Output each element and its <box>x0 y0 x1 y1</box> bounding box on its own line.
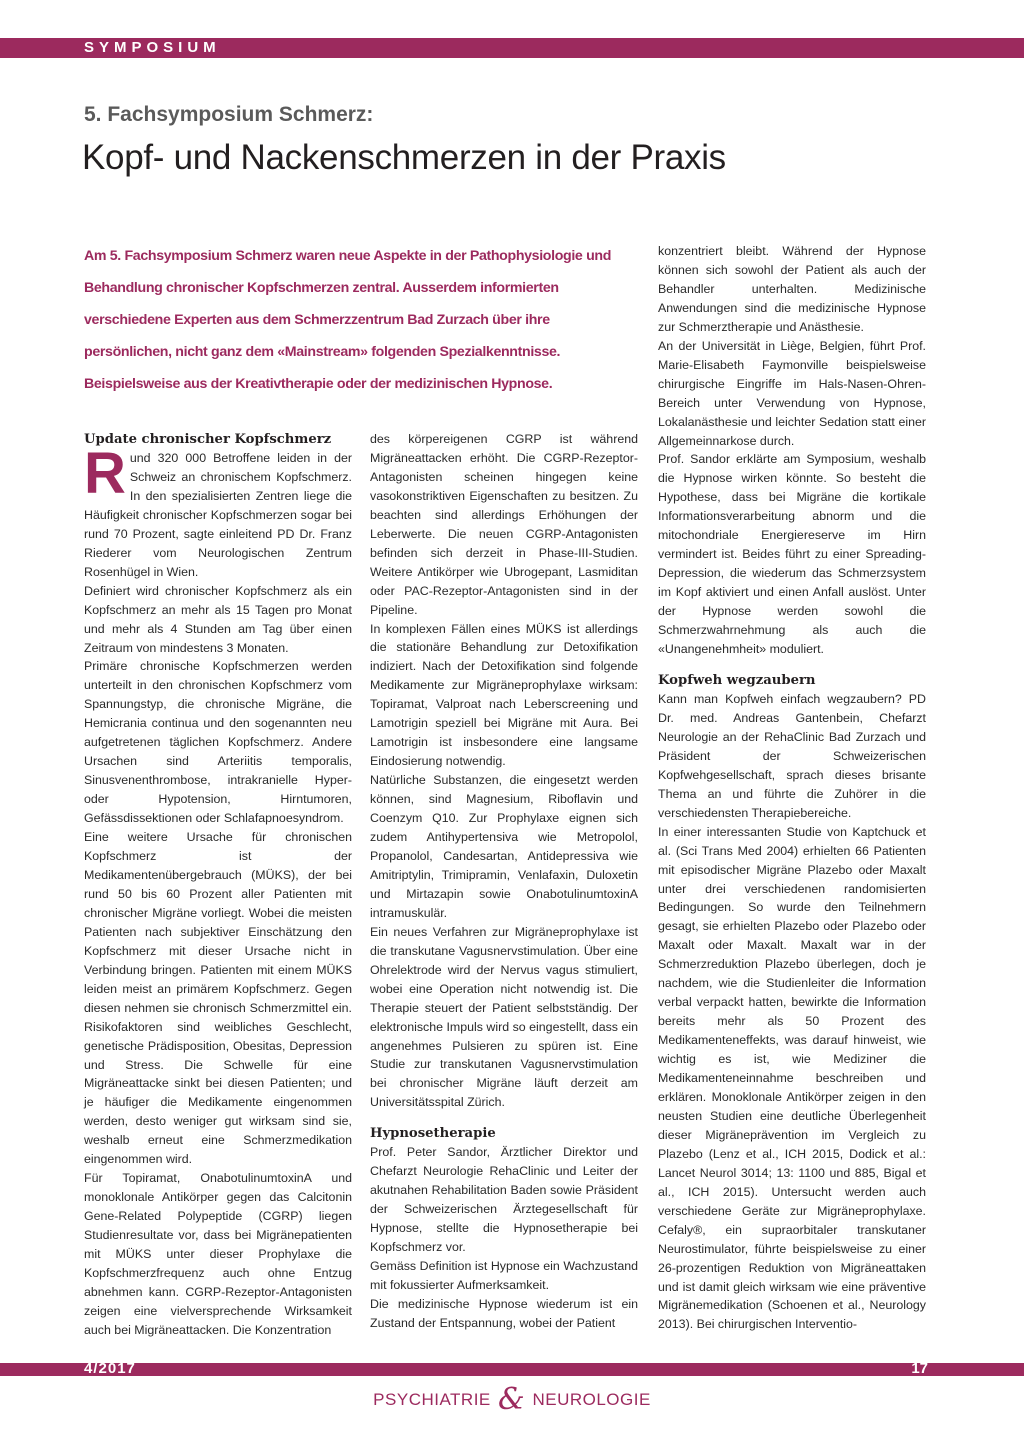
journal-name-left: PSYCHIATRIE <box>373 1390 491 1409</box>
paragraph: Definiert wird chronischer Kopfschmerz als ein Kopfschmerz an mehr als 15 Tagen pro Monat und mehr als 4 Stunden am Tag über einen Zeitraum von mindestens 3 Monaten. <box>84 583 352 655</box>
section-label: SYMPOSIUM <box>84 39 221 56</box>
paragraph: In einer interessanten Studie von Kaptchuck et al. (Sci Trans Med 2004) erhielten 66 Patienten mit episodischer Migräne Plazebo oder Maxalt unter drei verschiedenen randomisierten Bedingungen. So wurde den Teilnehmern gesagt, sie erhielten Plazebo oder Plazebo oder Maxalt oder Maxalt. Maxalt war in der Schmerzreduktion Plazebo überlegen, doch je nachdem, wie die Studienleiter die Information verbal verpackt hatten, bewirkte die Information bereits mehr als 50 Prozent des Medikamenteneffekts, was darauf hinweist, wie wichtig es ist, wie Mediziner die Medikamenteneinnahme beschreiben und erklären. Monoklonale Antikörper zeigen in den neusten Studien eine deutliche Überlegenheit dieser Migräneprävention im Vergleich zu Plazebo (Lenz et al., ICH 2015, Dodick et al.: Lancet Neurol 3014; 13: 1100 und 885, Bigal et al., ICH 2015). Untersucht werden auch verschiedene Geräte zur Migräneprophylaxe. Cefaly®, ein supraorbitaler transkutaner Neurostimulator, führte beispielsweise zu einer 26-prozentigen Reduktion von Migräneattaken und ist damit gleich wirksam wie eine präventive Migränemedikation (Schoenen et al., Neurology 2013). Bei chirurgischen Interventio- <box>658 824 926 1332</box>
issue-number: 4/2017 <box>84 1360 136 1377</box>
section-banner <box>0 38 1024 58</box>
page-number: 17 <box>911 1360 928 1377</box>
journal-name-right: NEUROLOGIE <box>532 1390 651 1409</box>
article-lead: Am 5. Fachsymposium Schmerz waren neue Aspekte in der Pathophysiologie und Behandlung chronischer Kopfschmerzen zentral. Ausserdem informierten verschiedene Experten aus dem Schmerzzentrum Bad Zurzach über ihre persönlichen, nicht ganz dem «Mainstream» folgenden Spezialkenntnisse. Beispielsweise aus der Kreativtherapie oder der medizinischen Hypnose. <box>84 248 612 392</box>
section-heading-kopfweh: Kopfweh wegzaubern <box>658 672 816 688</box>
paragraph: des körpereigenen CGRP ist während Migräneattacken erhöht. Die CGRP-Rezeptor-Antagonisten scheinen hingegen keine vasokonstriktiven Eigenschaften zu besitzen. Zu beachten sind allerdings Erhöhungen der Leberwerte. Die neuen CGRP-Antagonisten befinden sich derzeit in Phase-III-Studien. Weitere Antikörper wie Ubrogepant, Lasmiditan oder PAC-Rezeptor-Antagonisten sind in der Pipeline. <box>370 432 638 617</box>
paragraph: Ein neues Verfahren zur Migräneprophylaxe ist die transkutane Vagusnervstimulation. Über eine Ohrelektrode wird der Nervus vagus stimuliert, wobei eine Operation nicht notwendig ist. Die Therapie steuert der Patient selbstständig. Der elektronische Impuls wird so eingestellt, dass ein angenehmes Pulsieren zu spüren ist. Eine Studie zur transkutanen Vagusnervstimulation bei chronischer Migräne läuft derzeit am Universitätsspital Zürich. <box>370 924 638 1110</box>
column-1 <box>84 430 352 1340</box>
paragraph: In komplexen Fällen eines MÜKS ist allerdings die stationäre Behandlung zur Detoxifikation indiziert. Nach der Detoxifikation sind folgende Medikamente zur Migräneprophylaxe wirksam: Topiramat, Valproat nach Leberscreening und Lamotrigin speziell bei Migräne mit Aura. Bei Lamotrigin ist insbesondere eine langsame Eindosierung notwendig. <box>370 621 638 769</box>
paragraph-text: und 320 000 Betroffene leiden in der Schweiz an chronischem Kopfschmerz. In den spezialisierten Zentren liege die Häufigkeit chronischer Kopfschmerzen sogar bei rund 70 Prozent, sagte einleitend PD Dr. Franz Riederer vom Neurologischen Zentrum Rosenhügel in Wien. <box>84 451 352 579</box>
footer-bar <box>0 1363 1024 1376</box>
paragraph <box>84 441 352 582</box>
paragraph: An der Universität in Liège, Belgien, führt Prof. Marie-Elisabeth Faymonville beispielsweise chirurgische Eingriffe im Hals-Nasen-Ohren-Bereich unter Verwendung von Hypnose, Lokalanästhesie und leichter Sedation statt einer Allgemeinnarkose durch. <box>658 338 926 448</box>
paragraph: konzentriert bleibt. Während der Hypnose können sich sowohl der Patient als auch der Behandler unterhalten. Medizinische Anwendungen sind die medizinische Hypnose zur Schmerztherapie und Anästhesie. <box>658 244 926 334</box>
spacer <box>370 1112 638 1124</box>
spacer <box>658 659 926 671</box>
column-3 <box>658 242 926 1334</box>
paragraph: Prof. Peter Sandor, Ärztlicher Direktor und Chefarzt Neurologie RehaClinic und Leiter der akutnahen Rehabilitation Baden sowie Präsident der Schweizerischen Ärztegesellschaft für Hypnose, stellte die Hypnosetherapie bei Kopfschmerz vor. <box>370 1145 638 1255</box>
paragraph: Für Topiramat, OnabotulinumtoxinA und monoklonale Antikörper gegen das Calcitonin Gene-Related Polypeptide (CGRP) liegen Studienresultate vor, dass bei Migränepatienten mit MÜKS unter dieser Prophylaxe die Kopfschmerzfrequenz auch ohne Entzug abnehmen kann. CGRP-Rezeptor-Antagonisten zeigen eine vielversprechende Wirksamkeit auch bei Migräneattacken. Die Konzentration <box>84 1171 352 1337</box>
paragraph: Natürliche Substanzen, die eingesetzt werden können, sind Magnesium, Riboflavin und Coenzym Q10. Zur Prophylaxe eignen sich zudem Antihypertensiva wie Metropolol, Propanolol, Candesartan, Antidepressiva wie Amitriptylin, Trimipramin, Venlafaxin, Duloxetin und Mirtazapin sowie OnabotulinumtoxinA intramuskulär. <box>370 773 638 920</box>
paragraph: Prof. Sandor erklärte am Symposium, weshalb die Hypnose wirken könnte. So besteht die Hypothese, dass bei Migräne die kortikale Informationsverarbeitung abnorm und die mitochondriale Energiereserve im Hirn vermindert ist. Beides führt zu einer Spreading-Depression, die wiederum das Schmerzsystem im Kopf aktiviert und einen Anfall auslöst. Unter der Hypnose werden sowohl die Schmerzwahrnehmung als auch die «Unangenehmheit» moduliert. <box>658 452 926 657</box>
article-kicker: 5. Fachsymposium Schmerz: <box>84 103 374 126</box>
column-2 <box>370 430 638 1333</box>
paragraph: Primäre chronische Kopfschmerzen werden unterteilt in den chronischen Kopfschmerz vom Spannungstyp, die chronische Migräne, die Hemicrania continua und den sogenannten neu aufgetretenen täglichen Kopfschmerz. Andere Ursachen sind Arteriitis temporalis, Sinusvenenthrombose, intrakranielle Hyper- oder Hypotension, Hirntumoren, Gefässdissektionen oder Schlafapnoesyndrom. <box>84 659 352 826</box>
paragraph: Die medizinische Hypnose wiederum ist ein Zustand der Entspannung, wobei der Patient <box>370 1296 638 1330</box>
section-heading-hypnose: Hypnosetherapie <box>370 1126 496 1142</box>
journal-logo <box>0 1382 1024 1417</box>
drop-cap: R <box>84 441 126 506</box>
ampersand-glyph: & <box>498 1382 526 1417</box>
paragraph: Kann man Kopfweh einfach wegzaubern? PD Dr. med. Andreas Gantenbein, Chefarzt Neurologie an der RehaClinic Bad Zurzach und Präsident der Schweizerischen Kopfwehgesellschaft, sprach dieses brisante Thema an und führte die Zuhörer in die verschiedensten Therapiebereiche. <box>658 691 926 820</box>
article-title: Kopf- und Nackenschmerzen in der Praxis <box>82 138 726 177</box>
paragraph: Gemäss Definition ist Hypnose ein Wachzustand mit fokussierter Aufmerksamkeit. <box>370 1259 638 1292</box>
section-heading-update: Update chronischer Kopfschmerz <box>84 432 332 447</box>
paragraph: Eine weitere Ursache für chronischen Kopfschmerz ist der Medikamentenübergebrauch (MÜKS), der bei rund 50 bis 60 Prozent aller Patienten mit chronischer Migräne vorliegt. Wobei die meisten Patienten nach subjektiver Einschätzung den Kopfschmerz mit dieser Ursache nicht in Verbindung bringen. Patienten mit einem MÜKS leiden meist an primärem Kopfschmerz. Gegen diesen nehmen sie chronisch Schmerzmittel ein. Risikofaktoren sind weibliches Geschlecht, genetische Prädisposition, Obesitas, Depression und Stress. Die Schwelle für eine Migräneattacke sinkt bei diesen Patienten; und je häufiger die Medikamente eingenommen werden, desto weniger gut wirksam sind sie, weshalb erneut eine Schmerzmedikation eingenommen wird. <box>84 830 352 1167</box>
